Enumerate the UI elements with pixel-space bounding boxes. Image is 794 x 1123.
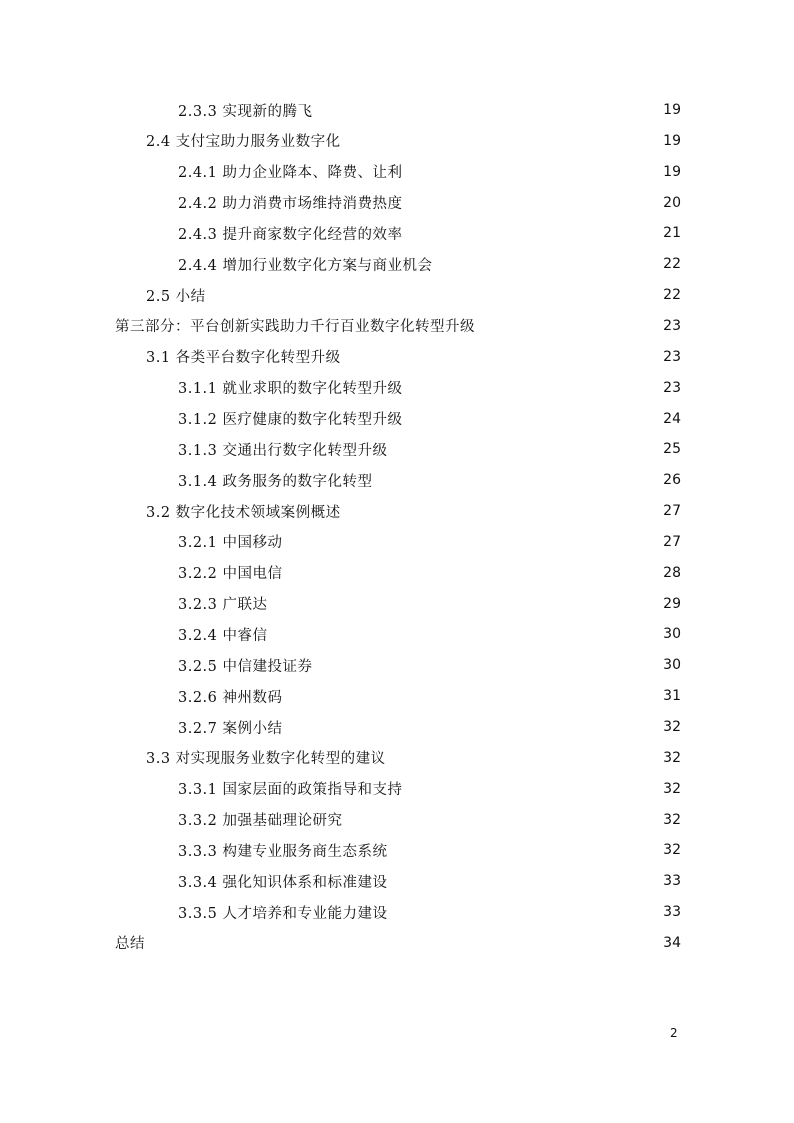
- toc-entry-label: 3.2.1 中国移动: [178, 535, 283, 552]
- toc-entry-page: 21: [663, 225, 681, 242]
- toc-entry[interactable]: [178, 899, 681, 925]
- toc-entry-label: 总结: [115, 936, 145, 953]
- dot-leader: [409, 782, 657, 796]
- toc-entry-label: 2.4 支付宝助力服务业数字化: [146, 134, 341, 151]
- dot-leader: [349, 813, 657, 827]
- toc-entry[interactable]: [146, 344, 681, 370]
- toc-entry-page: 33: [663, 904, 681, 921]
- toc-entry-page: 27: [663, 533, 681, 550]
- toc-entry-label: 3.2.5 中信建投证券: [178, 658, 313, 675]
- toc-entry[interactable]: [178, 868, 681, 894]
- toc-entry-page: 32: [663, 842, 681, 859]
- toc-entry-label: 2.3.3 实现新的腾飞: [178, 103, 313, 120]
- toc-entry-label: 3.2 数字化技术领域案例概述: [146, 504, 341, 521]
- toc-entry[interactable]: [146, 498, 681, 524]
- toc-entry-page: 19: [663, 163, 681, 180]
- toc-entry[interactable]: [178, 714, 681, 740]
- toc-entry-label: 第三部分：平台创新实践助力千行百业数字化转型升级: [115, 319, 475, 336]
- dot-leader: [409, 165, 657, 179]
- toc-entry-label: 3.2.3 广联达: [178, 597, 268, 614]
- toc-entry[interactable]: [178, 776, 681, 802]
- toc-entry-page: 32: [663, 749, 681, 766]
- dot-leader: [274, 597, 657, 611]
- dot-leader: [151, 936, 657, 950]
- toc-entry[interactable]: [146, 128, 681, 154]
- dot-leader: [212, 288, 657, 302]
- dot-leader: [409, 381, 657, 395]
- dot-leader: [439, 257, 657, 271]
- toc-entry-page: 23: [663, 348, 681, 365]
- toc-entry-page: 24: [663, 410, 681, 427]
- toc-entry-label: 2.4.3 提升商家数字化经营的效率: [178, 226, 403, 243]
- toc-entry[interactable]: [178, 436, 681, 462]
- toc-entry-label: 3.2.4 中睿信: [178, 627, 268, 644]
- dot-leader: [319, 103, 657, 117]
- toc-entry-page: 32: [663, 811, 681, 828]
- dot-leader: [394, 442, 657, 456]
- toc-entry[interactable]: [178, 591, 681, 617]
- toc-entry-page: 28: [663, 564, 681, 581]
- toc-entry[interactable]: [178, 529, 681, 555]
- toc-entry-label: 3.3.5 人才培养和专业能力建设: [178, 905, 388, 922]
- toc-entry[interactable]: [115, 930, 681, 956]
- dot-leader: [481, 319, 657, 333]
- toc-entry-page: 30: [663, 657, 681, 674]
- toc-entry-label: 3.1.1 就业求职的数字化转型升级: [178, 381, 403, 398]
- dot-leader: [347, 350, 657, 364]
- dot-leader: [289, 720, 657, 734]
- toc-entry[interactable]: [178, 251, 681, 277]
- toc-entry[interactable]: [178, 560, 681, 586]
- toc-entry-page: 34: [663, 934, 681, 951]
- dot-leader: [379, 473, 657, 487]
- dot-leader: [409, 196, 657, 210]
- toc-entry[interactable]: [146, 282, 681, 308]
- toc-entry-page: 29: [663, 595, 681, 612]
- toc-entry-label: 3.2.7 案例小结: [178, 720, 283, 737]
- toc-entry-label: 3.3.4 强化知识体系和标准建设: [178, 874, 388, 891]
- toc-entry[interactable]: [178, 467, 681, 493]
- toc-entry-label: 3.3.3 构建专业服务商生态系统: [178, 843, 388, 860]
- toc-entry-label: 3.3 对实现服务业数字化转型的建议: [146, 751, 386, 768]
- toc-entry[interactable]: [146, 745, 681, 771]
- toc-entry[interactable]: [178, 621, 681, 647]
- toc-entry-page: 30: [663, 626, 681, 643]
- toc-entry-label: 3.1.4 政务服务的数字化转型: [178, 473, 373, 490]
- toc-entry-page: 19: [663, 102, 681, 118]
- toc-entry-page: 26: [663, 472, 681, 489]
- toc-entry[interactable]: [178, 837, 681, 863]
- toc-entry-page: 20: [663, 194, 681, 211]
- toc-entry-page: 19: [663, 132, 681, 149]
- dot-leader: [394, 874, 657, 888]
- dot-leader: [409, 412, 657, 426]
- dot-leader: [289, 535, 657, 549]
- toc-entry[interactable]: [178, 406, 681, 432]
- toc-entry[interactable]: [178, 807, 681, 833]
- toc-entry-label: 2.4.4 增加行业数字化方案与商业机会: [178, 257, 433, 274]
- toc-entry-label: 2.5 小结: [146, 288, 206, 305]
- toc-entry[interactable]: [178, 159, 681, 185]
- dot-leader: [274, 627, 657, 641]
- dot-leader: [409, 226, 657, 240]
- toc-entry-page: 32: [663, 780, 681, 797]
- dot-leader: [347, 504, 657, 518]
- toc-entry-page: 22: [663, 256, 681, 273]
- toc-entry-label: 3.3.2 加强基础理论研究: [178, 813, 343, 830]
- toc-entry-page: 33: [663, 873, 681, 890]
- toc-entry-label: 3.2.2 中国电信: [178, 566, 283, 583]
- toc-entry-page: 32: [663, 719, 681, 735]
- toc-entry[interactable]: [178, 97, 681, 123]
- toc-entry-page: 23: [663, 379, 681, 396]
- toc-entry-page: 31: [663, 688, 681, 705]
- dot-leader: [319, 658, 657, 672]
- toc-entry-label: 3.1.2 医疗健康的数字化转型升级: [178, 412, 403, 428]
- toc-entry-label: 3.3.1 国家层面的政策指导和支持: [178, 782, 403, 799]
- toc-entry-label: 2.4.2 助力消费市场维持消费热度: [178, 196, 403, 213]
- toc-entry-page: 22: [663, 287, 681, 304]
- page-number: 2: [670, 1026, 678, 1040]
- dot-leader: [394, 843, 657, 857]
- toc-entry[interactable]: [178, 375, 681, 401]
- toc-entry[interactable]: [178, 190, 681, 216]
- toc-entry[interactable]: [178, 683, 681, 709]
- dot-leader: [289, 689, 657, 703]
- toc-entry-label: 3.1 各类平台数字化转型升级: [146, 350, 341, 367]
- toc-entry[interactable]: [115, 313, 681, 339]
- toc-entry-page: 25: [663, 441, 681, 458]
- toc-entry-label: 3.1.3 交通出行数字化转型升级: [178, 442, 388, 459]
- toc-entry-page: 27: [663, 503, 681, 520]
- toc-entry[interactable]: [178, 220, 681, 246]
- dot-leader: [347, 134, 657, 148]
- dot-leader: [394, 905, 657, 919]
- dot-leader: [392, 751, 657, 765]
- toc-entry-label: 3.2.6 神州数码: [178, 689, 283, 706]
- dot-leader: [289, 566, 657, 580]
- toc-entry[interactable]: [178, 652, 681, 678]
- toc-entry-label: 2.4.1 助力企业降本、降费、让利: [178, 165, 403, 182]
- toc-entry-page: 23: [663, 317, 681, 334]
